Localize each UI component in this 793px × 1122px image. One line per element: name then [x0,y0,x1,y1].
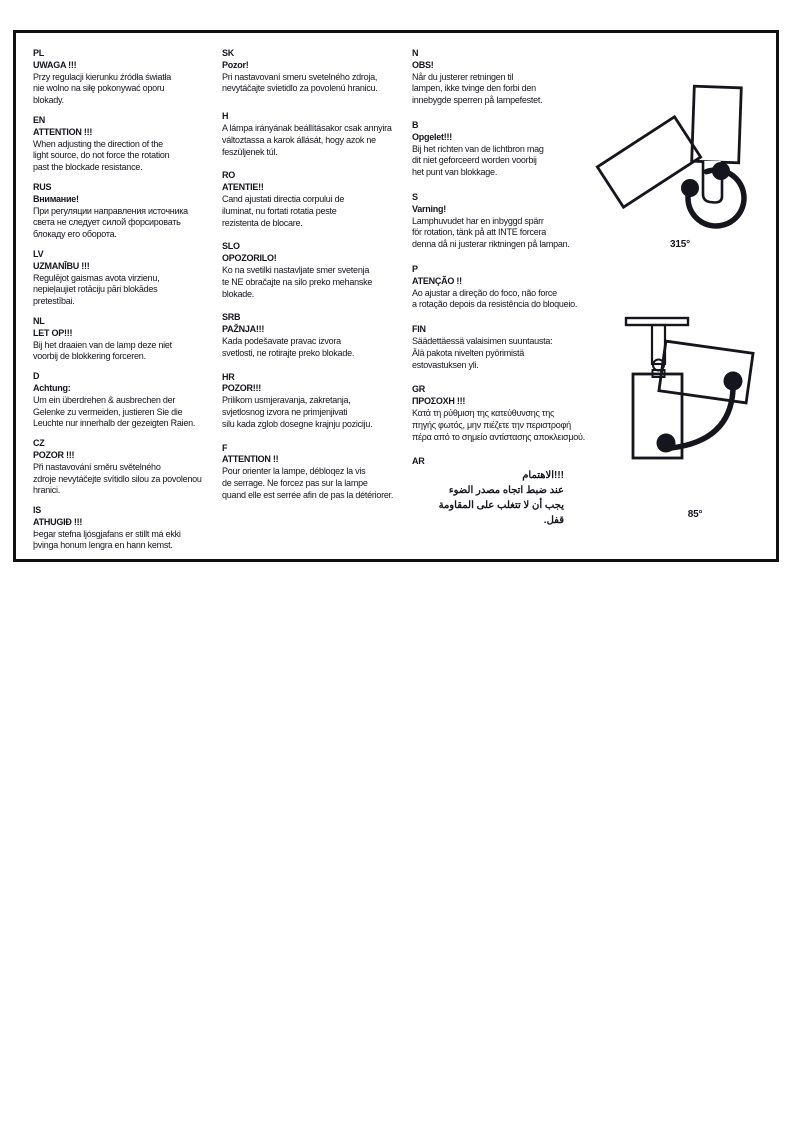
warning-text-line: het punt van blokkage. [412,167,498,178]
warning-text-line: When adjusting the direction of the [33,138,163,149]
warning-section-s [412,192,585,251]
text-column-3 [412,48,585,541]
joint-dot [657,434,676,453]
warning-text-line: Kada podešavate pravac izvora [222,335,341,346]
warning-section-ar [412,456,564,528]
warning-section-cz [33,438,202,497]
rotation-angle-label: 315° [670,239,690,250]
warning-text-line: silu kada zglob dosegne krajnju poziciju. [222,418,373,429]
text-column-2 [222,48,393,514]
warning-text-line: Ko na svetilki nastavljate smer svetenja [222,264,370,275]
warning-text-line: te NE obračajte na silo preko mehanske [222,276,373,287]
language-code: GR [412,384,425,395]
warning-title: UZMANĪBU !!! [33,260,90,271]
warning-text-line: pretestībai. [33,296,75,307]
warning-text-line: Gelenke zu vermeiden, justieren Sie die [33,406,183,417]
warning-text-line: nevytáčajte svietidlo za povolenú hranicu. [222,83,378,94]
language-code: NL [33,315,45,326]
warning-text-line: zdroje nevytáčejte svítidlo silou za povolenou [33,473,202,484]
warning-title: ATTENTION !! [222,454,279,465]
warning-section-en [33,115,202,174]
warning-frame [13,30,779,562]
text-column-1 [33,48,202,560]
language-code: S [412,191,418,202]
warning-title: ΠΡΟΣΟΧΗ !!! [412,396,466,407]
warning-title: ATENTIE!! [222,182,264,193]
language-code: N [412,48,419,58]
warning-text-line: lampen, ikke tvinge den forbi den [412,83,536,94]
warning-text-line: Pri nastavovaní smeru svetelného zdroja, [222,71,378,82]
warning-section-d [33,371,202,430]
warning-section-gr [412,384,585,443]
warning-title: ATENÇÃO !! [412,275,462,286]
warning-text-line: Cand ajustati directia corpului de [222,193,345,204]
warning-text-line: Þegar stefna ljósgjafans er stillt má ekki [33,528,181,539]
warning-text-line: Regulējot gaismas avota virzienu, [33,272,160,283]
warning-text-line: .لفق [543,515,564,527]
warning-section-slo [222,241,393,300]
warning-text-line: a rotação depois da resistência do bloqueio. [412,299,578,310]
warning-section-h [222,111,393,158]
warning-text-line: Při nastavování směru světelného [33,461,161,472]
warning-section-lv [33,249,202,308]
warning-title: Внимание! [33,193,79,204]
warning-text-line: för rotation, tänk på att INTE forcera [412,227,547,238]
language-code: B [412,119,419,130]
warning-text-line: innebygde sperren på lampefestet. [412,95,543,106]
warning-text-line: блокаду его оборота. [33,229,117,240]
language-code: F [222,442,228,453]
language-code: SLO [222,241,240,252]
warning-text-line: voorbij de blokkering forceren. [33,351,146,362]
ceiling-lamp-illustration [600,302,790,467]
joint-dot [724,372,743,391]
warning-title: OBS! [412,59,434,70]
warning-text-line: ءوضلا ردصم هاجتا طبض دنع [448,485,564,497]
language-code: RO [222,170,235,181]
warning-text-line: A lámpa irányának beállításakor csak annyira [222,122,392,133]
warning-section-nl [33,316,202,363]
warning-section-n [412,48,585,107]
warning-text-line: svetlosti, ne rotirajte preko blokade. [222,347,355,358]
warning-section-p [412,264,585,311]
warning-text-line: þvinga honum lengra en hann kemst. [33,540,173,551]
warning-section-ro [222,170,393,229]
warning-title: Pozor! [222,59,249,70]
warning-title: Opgelet!!! [412,131,452,142]
warning-text-line: blokade. [222,288,255,299]
language-code: PL [33,48,45,58]
warning-text-line: Lamphuvudet har en inbyggd spärr [412,215,544,226]
warning-text-line: svjetlosnog izvora ne primjenjivati [222,406,348,417]
warning-text-line: past the blockade resistance. [33,162,143,173]
warning-text-line: πηγής φωτός, μην πιέζετε την περιστροφή [412,419,571,430]
language-code: P [412,263,418,274]
warning-title: PAŽNJA!!! [222,324,265,335]
warning-title: LET OP!!! [33,327,73,338]
warning-text-line: Bij het richten van de lichtbron mag [412,143,544,154]
warning-text-line: Κατά τη ρύθμιση της κατεύθυνσης της [412,407,555,418]
warning-section-fin [412,324,585,371]
language-code: HR [222,371,235,382]
warning-text-line: Przy regulacji kierunku źródła światła [33,71,172,82]
warning-text-line: Pour orienter la lampe, débloqez la vis [222,466,366,477]
warning-text-line: nie wolno na siłę pokonywać oporu [33,83,165,94]
warning-section-b [412,120,585,179]
warning-text-line: feszüljenek túl. [222,146,278,157]
warning-text-line: света не следует силой форсировать [33,217,181,228]
warning-text-line: hranici. [33,485,61,496]
warning-title: UWAGA !!! [33,59,77,70]
warning-text-line: de serrage. Ne forcez pas sur la lampe [222,477,368,488]
warning-text-line: nepieļaujiet rotāciju pāri blokādes [33,284,158,295]
language-code: SRB [222,312,241,323]
warning-text-line: blokady. [33,95,64,106]
warning-section-srb [222,312,393,359]
figure-ceiling-lamp-rotation [600,302,790,520]
warning-text-line: Um ein überdrehen & ausbrechen der [33,394,176,405]
warning-text-line: quand elle est serrée afin de pas la détériorer. [222,489,394,500]
language-code: CZ [33,438,45,449]
language-code: LV [33,248,44,259]
warning-text-line: Når du justerer retningen til [412,71,514,82]
spotlight-lamp-illustration [585,72,775,237]
language-code: RUS [33,181,52,192]
joint-dot [712,162,730,180]
lamp-head-upright [692,86,742,163]
warning-text-line: ةمواقملا ىلع بلغتت ال نأ بجي [438,500,564,512]
warning-title: POZOR!!! [222,383,261,394]
warning-text-line: Älä pakota nivelten pyörimistä [412,347,525,358]
warning-section-is [33,505,202,552]
language-code: IS [33,505,42,516]
warning-text-line: Bij het draaien van de lamp deze niet [33,339,172,350]
language-code: EN [33,114,46,125]
warning-text-line: denna då ni justerar riktningen på lampan. [412,239,570,250]
warning-title: OPOZORILO! [222,253,277,264]
warning-section-rus [33,182,202,241]
language-code: H [222,111,229,122]
language-code: D [33,371,40,382]
warning-text-line: Ao ajustar a direção do foco, não force [412,287,557,298]
warning-title: ATTENTION !!! [33,126,93,137]
warning-title: POZOR !!! [33,449,75,460]
warning-text-line: estovastuksen yli. [412,359,479,370]
language-code: SK [222,48,235,58]
warning-text-line: light source, do not force the rotation [33,150,170,161]
language-code: AR [412,456,425,467]
language-code: FIN [412,324,426,335]
rotation-angle-label: 85° [687,509,703,520]
warning-section-pl [33,48,202,107]
warning-title: ATHUGIÐ !!! [33,516,83,527]
warning-text-line: iluminat, nu fortati rotatia peste [222,205,337,216]
figure-spotlight-rotation [585,72,775,250]
warning-text-line: dit niet geforceerd worden voorbij [412,155,537,166]
warning-text-line: Prilikom usmjeravanja, zakretanja, [222,395,351,406]
warning-text-line: πέρα από το σημείο αντίστασης αποκλεισμού. [412,431,585,442]
warning-title: Varning! [412,203,447,214]
warning-text-line: Säädettäessä valaisimen suuntausta: [412,335,553,346]
lamp-head-tilted [659,341,753,403]
joint-dot [681,179,699,197]
warning-title: Achtung: [33,382,71,393]
warning-section-sk [222,48,393,95]
warning-text-line: При регуляции направления источника [33,205,188,216]
warning-text-line: rezistenta de blocare. [222,217,303,228]
warning-text-line: مامتهالا!!! [522,470,564,482]
warning-text-line: változtassa a karok állását, hogy azok ne [222,134,376,145]
warning-text-line: Leuchte nur innerhalb der gezeigten Raien. [33,418,196,429]
warning-section-hr [222,372,393,431]
warning-section-f [222,443,393,502]
